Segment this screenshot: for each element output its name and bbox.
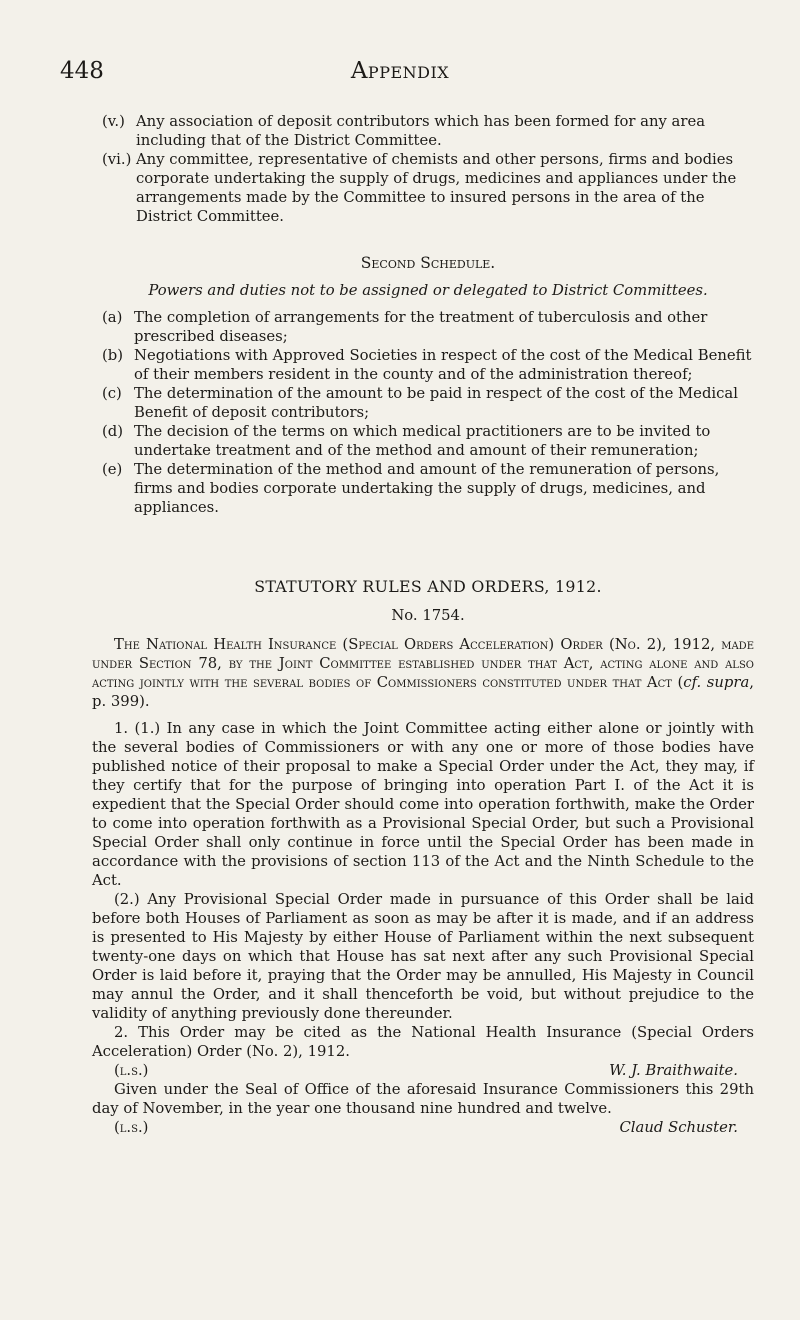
first-list	[102, 112, 754, 226]
list-label: (vi.)	[102, 151, 132, 168]
second-schedule-heading: Second Schedule.	[360, 254, 496, 272]
seal-mark: (l.s.)	[114, 1119, 149, 1136]
list-label: (c)	[102, 385, 122, 402]
list-item	[102, 150, 754, 226]
list-item	[102, 308, 754, 346]
signatory-name: W. J. Braithwaite.	[609, 1062, 738, 1079]
page-header	[60, 58, 740, 92]
list-text: Negotiations with Approved Societies in respect of the cost of the Medical Benefit of their members resident in the county and of the administration thereof;	[134, 347, 752, 383]
order-title-end: , p. 399).	[92, 674, 754, 710]
order-title-cf: cf. supra	[683, 674, 750, 691]
list-label: (e)	[102, 461, 123, 478]
list-text: The determination of the amount to be paid in respect of the cost of the Medical Benefit of deposit contributors;	[134, 385, 738, 421]
page-body	[92, 112, 754, 1137]
list-label: (d)	[102, 423, 124, 440]
order-paragraph: 1. (1.) In any case in which the Joint Committee acting either alone or jointly with the several bodies of Commissioners or with any one or more of those bodies have published notice of their proposal to make a Special Order under the Act, they may, if they certify that for the purpose of bringing into operation Part I. of the Act it is expedient that the Special Order should come into operation forthwith, make the Order to come into operation forthwith as a Provisional Special Order, but such a Provisional Special Order shall only continue in force until the Special Order has been made in accordance with the provisions of section 113 of the Act and the Ninth Schedule to the Act.	[92, 720, 754, 889]
order-title-main: The National Health Insurance (Special Orders Acceleration) Order (No. 2), 1912, made under Section 78, by the Joint Committee established under that Act, acting alone and also acting jointly with the several bodies of Commissioners constituted under that Act (	[92, 636, 754, 691]
order-paragraph: (2.) Any Provisional Special Order made in pursuance of this Order shall be laid before both Houses of Parliament as soon as may be after it is made, and if an address is presented to His Majesty by either House of Parliament within the next subsequent twenty-one days on which that House has sat next after any such Provisional Special Order is laid before it, praying that the Order may be annulled, His Majesty in Council may annul the Order, and it shall thenceforth be void, but without prejudice to the validity of anything previously done thereunder.	[92, 891, 754, 1022]
list-item	[102, 460, 754, 517]
schedule-list	[102, 308, 754, 517]
list-item	[102, 346, 754, 384]
page-number: 448	[60, 58, 104, 84]
second-schedule-subheading: Powers and duties not to be assigned or delegated to District Committees.	[148, 282, 708, 299]
list-item	[102, 384, 754, 422]
list-text: Any committee, representative of chemists and other persons, firms and bodies corporate undertaking the supply of drugs, medicines and appliances under the arrangements made by the Committee to insured persons in the area of the District Committee.	[136, 151, 737, 225]
list-item	[102, 422, 754, 460]
order-title	[92, 635, 754, 711]
list-label: (v.)	[102, 113, 125, 130]
order-number: No. 1754.	[391, 607, 465, 624]
statutory-heading: STATUTORY RULES AND ORDERS, 1912.	[254, 577, 602, 596]
running-title: Appendix	[350, 58, 450, 84]
seal-mark: (l.s.)	[114, 1062, 149, 1079]
list-label: (b)	[102, 347, 124, 364]
list-text: The decision of the terms on which medical practitioners are to be invited to undertake treatment and of the method and amount of their remuneration;	[134, 423, 711, 459]
list-text: Any association of deposit contributors which has been formed for any area including that of the District Committee.	[136, 113, 706, 149]
list-text: The determination of the method and amount of the remuneration of persons, firms and bodies corporate undertaking the supply of drugs, medicines, and appliances.	[134, 461, 720, 516]
order-paragraph: 2. This Order may be cited as the National Health Insurance (Special Orders Acceleration) Order (No. 2), 1912.	[92, 1024, 754, 1060]
list-label: (a)	[102, 309, 123, 326]
signatory-name: Claud Schuster.	[619, 1119, 738, 1136]
signature-line	[114, 1061, 754, 1080]
given-clause: Given under the Seal of Office of the aforesaid Insurance Commissioners this 29th day of November, in the year one thousand nine hundred and twelve.	[92, 1081, 754, 1117]
list-item	[102, 112, 754, 150]
signature-line	[114, 1118, 754, 1137]
list-text: The completion of arrangements for the treatment of tuberculosis and other prescribed diseases;	[134, 309, 708, 345]
